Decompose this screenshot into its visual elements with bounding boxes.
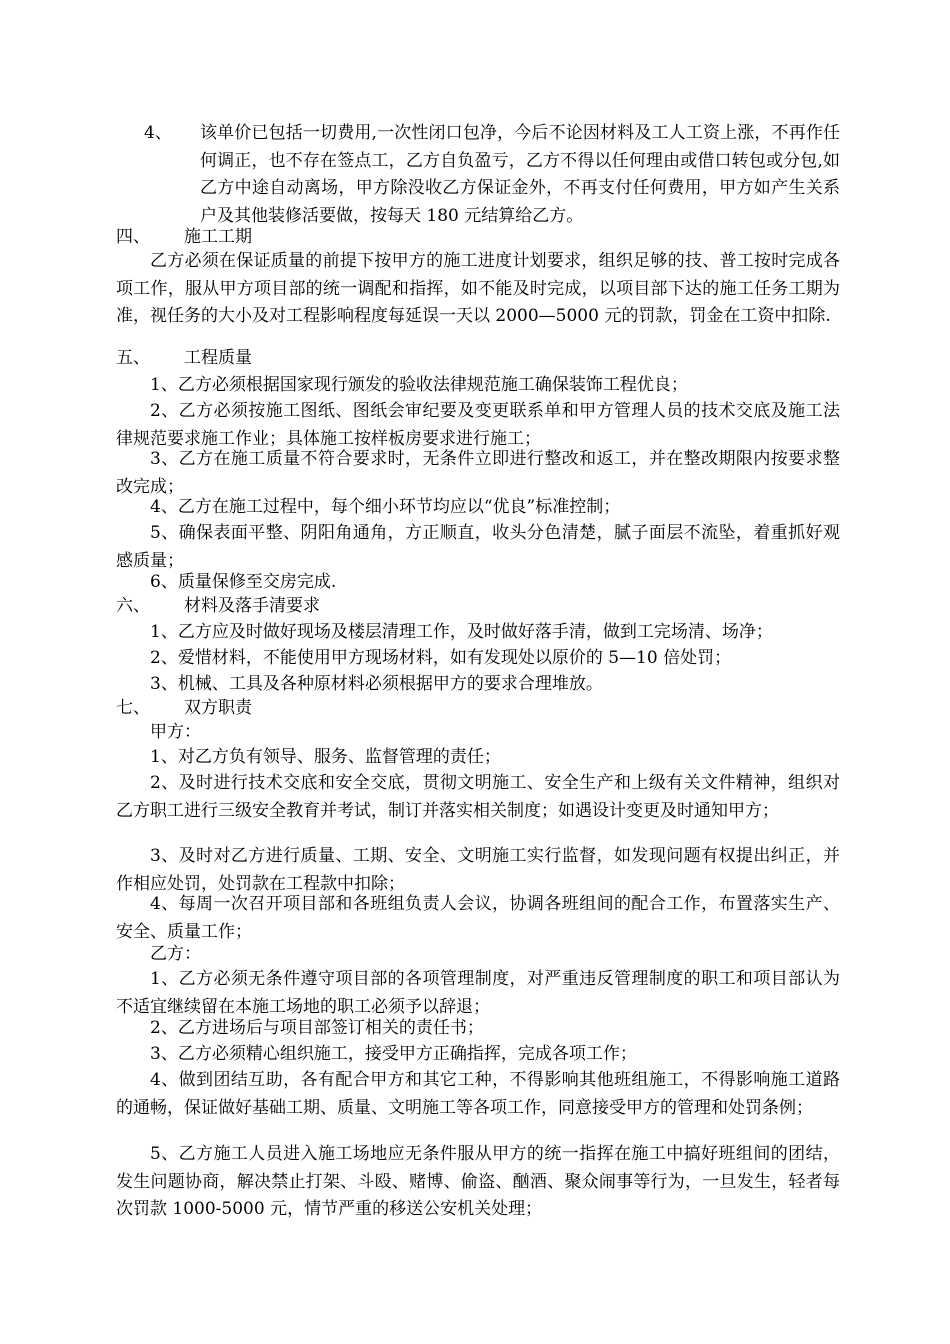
section-number: 四、 [116,227,150,247]
paragraph: 乙方必须在保证质量的前提下按甲方的施工进度计划要求，组织足够的技、普工按时完成各项工作，服从甲方项目部的统一调配和指挥，如不能及时完成，以项目部下达的施工任务工期为准，视任务的大小及对工程影响程度每延误一天以 2000—5000 元的罚款，罚金在工资中扣除. [116,251,840,327]
list-item: 4、每周一次召开项目部和各班组负责人会议，协调各班组间的配合工作，布置落实生产、安全、质量工作； [116,894,840,942]
party-a-label: 甲方： [150,722,201,742]
section-title: 双方职责 [184,698,252,718]
list-item: 3、及时对乙方进行质量、工期、安全、文明施工实行监督，如发现问题有权提出纠正，并作相应处罚，处罚款在工程款中扣除； [116,846,840,894]
list-item: 5、确保表面平整、阴阳角通角，方正顺直，收头分色清楚，腻子面层不流坠，着重抓好观感质量； [116,523,840,571]
section-title: 工程质量 [184,348,252,368]
section-number: 五、 [116,348,150,368]
list-item: 3、乙方必须精心组织施工，接受甲方正确指挥，完成各项工作； [150,1044,637,1064]
list-item: 2、爱惜材料，不能使用甲方现场材料，如有发现处以原价的 5—10 倍处罚； [150,648,732,668]
party-b-label: 乙方： [150,944,201,964]
section-number: 六、 [116,596,150,616]
clause-number: 4、 [144,123,172,143]
section-title: 施工工期 [184,227,252,247]
list-item: 6、质量保修至交房完成. [150,572,337,592]
list-item: 2、乙方必须按施工图纸、图纸会审纪要及变更联系单和甲方管理人员的技术交底及施工法律规范要求施工作业；具体施工按样板房要求进行施工； [116,401,840,449]
list-item: 1、乙方应及时做好现场及楼层清理工作，及时做好落手清，做到工完场清、场净； [150,622,773,642]
list-item: 5、乙方施工人员进入施工场地应无条件服从甲方的统一指挥在施工中搞好班组间的团结，发生问题协商，解决禁止打架、斗殴、赌博、偷盗、酗酒、聚众闹事等行为，一旦发生，轻者每次罚款 1000-5000 元，情节严重的移送公安机关处理； [116,1144,840,1220]
list-item: 1、乙方必须无条件遵守项目部的各项管理制度，对严重违反管理制度的职工和项目部认为不适宜继续留在本施工场地的职工必须予以辞退； [116,969,840,1017]
section-title: 材料及落手清要求 [184,596,320,616]
list-item: 2、乙方进场后与项目部签订相关的责任书； [150,1018,484,1038]
list-item: 2、及时进行技术交底和安全交底，贯彻文明施工、安全生产和上级有关文件精神，组织对乙方职工进行三级安全教育并考试，制订并落实相关制度；如遇设计变更及时通知甲方； [116,773,840,821]
list-item: 4、做到团结互助，各有配合甲方和其它工种，不得影响其他班组施工，不得影响施工道路的通畅，保证做好基础工期、质量、文明施工等各项工作，同意接受甲方的管理和处罚条例； [116,1070,840,1118]
section-number: 七、 [116,698,150,718]
list-item: 4、乙方在施工过程中，每个细小环节均应以“优良”标准控制； [150,497,621,517]
clause-text: 该单价已包括一切费用,一次性闭口包净，今后不论因材料及工人工资上涨，不再作任何调正，也不存在签点工，乙方自负盈亏，乙方不得以任何理由或借口转包或分包,如乙方中途自动离场，甲方除没收乙方保证金外，不再支付任何费用，甲方如产生关系户及其他装修活要做，按每天 180 元结算给乙方。 [200,123,840,226]
list-item: 1、乙方必须根据国家现行颁发的验收法律规范施工确保装饰工程优良； [150,375,688,395]
list-item: 3、乙方在施工质量不符合要求时，无条件立即进行整改和返工，并在整改期限内按要求整改完成； [116,449,840,497]
list-item: 1、对乙方负有领导、服务、监督管理的责任； [150,747,501,767]
list-item: 3、机械、工具及各种原材料必须根据甲方的要求合理堆放。 [150,674,603,694]
